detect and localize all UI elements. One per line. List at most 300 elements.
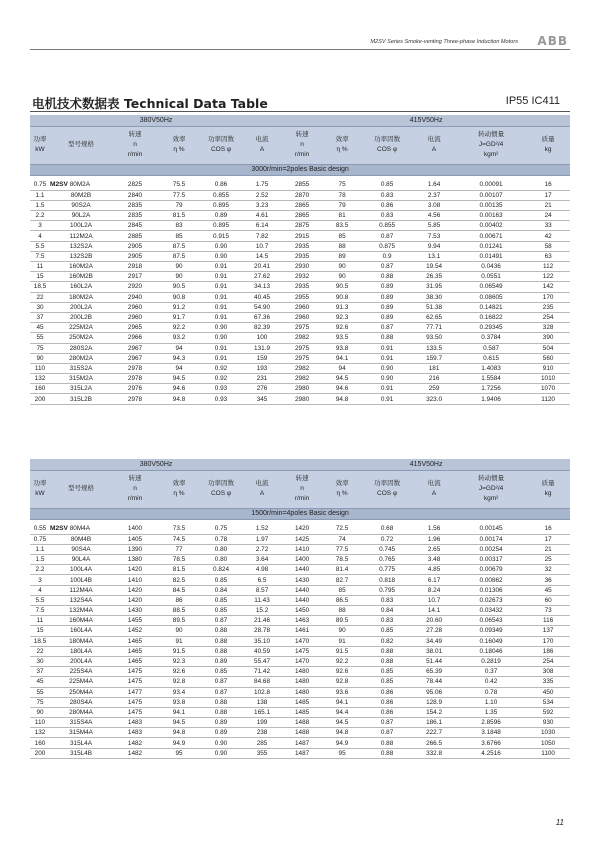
table-row xyxy=(30,748,570,758)
cell-speed-415: 2980 xyxy=(282,384,322,394)
cell-speed-415: 1430 xyxy=(282,575,322,585)
cell-current-415: 4.56 xyxy=(412,211,456,221)
cell-frame xyxy=(50,565,112,575)
cell-speed-380: 2840 xyxy=(112,190,158,200)
cell-eff-415: 72.5 xyxy=(322,524,362,534)
table-row xyxy=(30,544,570,554)
cell-inertia: 0.00174 xyxy=(456,534,526,544)
cell-speed-415: 2982 xyxy=(282,363,322,373)
cell-current-380: 3.23 xyxy=(242,200,282,210)
cell-speed-415: 1461 xyxy=(282,626,322,636)
cell-power: 55 xyxy=(30,687,50,697)
cell-eff-380: 94 xyxy=(158,363,200,373)
cell-eff-380: 90 xyxy=(158,262,200,272)
cell-current-415: 1.56 xyxy=(412,524,456,534)
cell-power: 75 xyxy=(30,697,50,707)
cell-frame-value: 200L2A xyxy=(69,303,93,311)
protection-ratings: IP55 IC411 xyxy=(505,95,560,107)
cell-speed-415: 2875 xyxy=(282,221,322,231)
cell-pf-380: 0.88 xyxy=(200,646,242,656)
col-speed-415-label: 转速 xyxy=(295,131,309,138)
cell-pf-415: 0.875 xyxy=(362,241,412,251)
cell-frame-value: 100L4A xyxy=(69,566,93,574)
cell-speed-380: 1465 xyxy=(112,646,158,656)
cell-pf-415: 0.775 xyxy=(362,565,412,575)
col-eff-380-unit: η % xyxy=(173,490,185,497)
cell-speed-415: 1425 xyxy=(282,534,322,544)
col-frame-label: 型号规格 xyxy=(68,141,94,148)
cell-current-415: 3.08 xyxy=(412,200,456,210)
cell-current-380: 2.72 xyxy=(242,544,282,554)
cell-frame xyxy=(50,585,112,595)
cell-pf-415: 0.89 xyxy=(362,302,412,312)
cell-frame xyxy=(50,282,112,292)
cell-frame-value: 132S2A xyxy=(69,242,93,250)
series-prefix: M2SV xyxy=(50,181,68,189)
voltage-415: 415V50Hz xyxy=(282,115,570,126)
col-frame xyxy=(50,470,112,508)
cell-power: 11 xyxy=(30,262,50,272)
cell-current-380: 231 xyxy=(242,374,282,384)
cell-pf-380: 0.89 xyxy=(200,718,242,728)
cell-current-380: 131.9 xyxy=(242,343,282,353)
cell-frame xyxy=(50,221,112,231)
cell-current-380: 3.64 xyxy=(242,555,282,565)
cell-eff-415: 89.5 xyxy=(322,616,362,626)
cell-eff-380: 77 xyxy=(158,544,200,554)
cell-power: 0.75 xyxy=(30,534,50,544)
cell-inertia: 0.0551 xyxy=(456,272,526,282)
cell-pf-380: 0.78 xyxy=(200,534,242,544)
cell-speed-380: 1475 xyxy=(112,697,158,707)
cell-inertia: 1.9406 xyxy=(456,394,526,404)
table-row xyxy=(30,302,570,312)
table-row xyxy=(30,718,570,728)
cell-eff-415: 92.6 xyxy=(322,667,362,677)
cell-pf-380: 0.855 xyxy=(200,190,242,200)
cell-inertia: 0.00107 xyxy=(456,190,526,200)
cell-speed-380: 1405 xyxy=(112,534,158,544)
cell-frame xyxy=(50,748,112,758)
cell-eff-380: 88.5 xyxy=(158,606,200,616)
cell-inertia: 0.78 xyxy=(456,687,526,697)
series-prefix: M2SV xyxy=(50,525,68,533)
cell-frame xyxy=(50,251,112,261)
cell-weight: 16 xyxy=(526,524,570,534)
cell-current-380: 67.36 xyxy=(242,312,282,322)
cell-weight: 58 xyxy=(526,241,570,251)
cell-inertia: 0.09349 xyxy=(456,626,526,636)
cell-power: 110 xyxy=(30,363,50,373)
cell-pf-380: 0.90 xyxy=(200,241,242,251)
cell-power: 15 xyxy=(30,272,50,282)
cell-frame xyxy=(50,728,112,738)
cell-pf-380: 0.91 xyxy=(200,292,242,302)
table-row xyxy=(30,697,570,707)
cell-pf-380: 0.85 xyxy=(200,667,242,677)
cell-speed-415: 1463 xyxy=(282,616,322,626)
cell-current-415: 6.17 xyxy=(412,575,456,585)
cell-frame xyxy=(50,394,112,404)
cell-frame xyxy=(50,606,112,616)
cell-speed-415: 2955 xyxy=(282,292,322,302)
cell-speed-380: 2920 xyxy=(112,282,158,292)
cell-frame-value: 315M4A xyxy=(69,729,93,737)
cell-speed-380: 1482 xyxy=(112,738,158,748)
cell-frame xyxy=(50,200,112,210)
cell-weight: 42 xyxy=(526,231,570,241)
cell-eff-380: 87.5 xyxy=(158,241,200,251)
cell-pf-380: 0.92 xyxy=(200,374,242,384)
cell-current-415: 26.35 xyxy=(412,272,456,282)
cell-frame-value: 90S2A xyxy=(71,201,91,209)
table-row xyxy=(30,595,570,605)
cell-weight: 142 xyxy=(526,282,570,292)
table-row xyxy=(30,656,570,666)
cell-speed-415: 2935 xyxy=(282,282,322,292)
cell-eff-415: 81 xyxy=(322,211,362,221)
cell-inertia: 0.16049 xyxy=(456,636,526,646)
cell-frame xyxy=(50,667,112,677)
page-heading: 电机技术数据表 Technical Data Table xyxy=(32,96,268,111)
cell-pf-415: 0.68 xyxy=(362,524,412,534)
cell-frame xyxy=(50,544,112,554)
cell-current-415: 9.94 xyxy=(412,241,456,251)
table-row xyxy=(30,534,570,544)
cell-frame-value: 160M2B xyxy=(69,273,93,281)
col-power-label: 功率 xyxy=(33,480,47,487)
cell-current-380: 345 xyxy=(242,394,282,404)
cell-eff-415: 78 xyxy=(322,190,362,200)
cell-speed-380: 1410 xyxy=(112,575,158,585)
cell-eff-380: 94.8 xyxy=(158,728,200,738)
cell-pf-415: 0.86 xyxy=(362,687,412,697)
table-row xyxy=(30,687,570,697)
table-row xyxy=(30,211,570,221)
cell-frame xyxy=(50,211,112,221)
cell-eff-415: 82.7 xyxy=(322,575,362,585)
cell-pf-415: 0.85 xyxy=(362,677,412,687)
cell-frame xyxy=(50,595,112,605)
cell-pf-415: 0.87 xyxy=(362,262,412,272)
cell-power: 2.2 xyxy=(30,565,50,575)
cell-weight: 1070 xyxy=(526,384,570,394)
cell-inertia: 2.8596 xyxy=(456,718,526,728)
cell-current-380: 6.5 xyxy=(242,575,282,585)
cell-current-380: 238 xyxy=(242,728,282,738)
cell-inertia: 0.37 xyxy=(456,667,526,677)
cell-inertia: 1.10 xyxy=(456,697,526,707)
col-inertia-label: 转动惯量 xyxy=(478,131,505,138)
cell-power: 4 xyxy=(30,231,50,241)
cell-pf-415: 0.87 xyxy=(362,718,412,728)
cell-current-415: 1.96 xyxy=(412,534,456,544)
cell-weight: 33 xyxy=(526,221,570,231)
cell-eff-380: 94.8 xyxy=(158,394,200,404)
cell-eff-415: 94.9 xyxy=(322,738,362,748)
cell-frame xyxy=(50,677,112,687)
col-power xyxy=(30,470,50,508)
cell-inertia: 0.00671 xyxy=(456,231,526,241)
col-frame xyxy=(50,126,112,164)
cell-eff-415: 94.5 xyxy=(322,718,362,728)
cell-pf-380: 0.87 xyxy=(200,616,242,626)
col-current-380-label: 电流 xyxy=(255,480,269,487)
cell-current-380: 54.90 xyxy=(242,302,282,312)
table-row xyxy=(30,626,570,636)
cell-speed-415: 1470 xyxy=(282,636,322,646)
cell-pf-415: 0.90 xyxy=(362,374,412,384)
col-eff-380 xyxy=(158,126,200,164)
cell-current-380: 20.41 xyxy=(242,262,282,272)
col-inertia-unit: kgm² xyxy=(483,495,499,502)
cell-current-415: 1.64 xyxy=(412,180,456,190)
col-power-label: 功率 xyxy=(33,136,47,143)
cell-weight: 21 xyxy=(526,200,570,210)
cell-eff-415: 88 xyxy=(322,606,362,616)
cell-weight: 21 xyxy=(526,544,570,554)
cell-current-415: 95.06 xyxy=(412,687,456,697)
cell-frame xyxy=(50,636,112,646)
cell-pf-415: 0.9 xyxy=(362,251,412,261)
cell-speed-380: 2978 xyxy=(112,374,158,384)
col-power-unit: kW xyxy=(35,146,45,153)
cell-pf-415: 0.87 xyxy=(362,231,412,241)
cell-power: 1.1 xyxy=(30,544,50,554)
cell-pf-415: 0.83 xyxy=(362,616,412,626)
cell-eff-415: 91 xyxy=(322,636,362,646)
col-inertia-unit: kgm² xyxy=(483,151,499,158)
col-pf-380-label: 功率因数 xyxy=(208,480,234,487)
cell-speed-415: 1485 xyxy=(282,707,322,717)
cell-eff-415: 94.8 xyxy=(322,728,362,738)
cell-eff-415: 94.1 xyxy=(322,353,362,363)
cell-weight: 1120 xyxy=(526,394,570,404)
cell-power: 4 xyxy=(30,585,50,595)
cell-speed-415: 2870 xyxy=(282,190,322,200)
cell-current-380: 2.52 xyxy=(242,190,282,200)
cell-speed-380: 2940 xyxy=(112,292,158,302)
cell-pf-380: 0.90 xyxy=(200,251,242,261)
cell-speed-415: 1488 xyxy=(282,728,322,738)
col-current-415 xyxy=(412,126,456,164)
col-eff-380 xyxy=(158,470,200,508)
voltage-415: 415V50Hz xyxy=(282,459,570,470)
col-current-380 xyxy=(242,470,282,508)
col-current-415 xyxy=(412,470,456,508)
cell-frame xyxy=(50,697,112,707)
col-eff-380-label: 效率 xyxy=(172,480,186,487)
cell-weight: 24 xyxy=(526,211,570,221)
cell-current-415: 2.65 xyxy=(412,544,456,554)
voltage-header-row xyxy=(30,115,570,126)
cell-speed-415: 2865 xyxy=(282,200,322,210)
cell-weight: 25 xyxy=(526,555,570,565)
cell-frame-value: 160M4A xyxy=(69,617,93,625)
cell-speed-415: 2915 xyxy=(282,231,322,241)
col-pf-415-label: 功率因数 xyxy=(374,136,401,143)
cell-pf-380: 0.87 xyxy=(200,687,242,697)
cell-speed-415: 1487 xyxy=(282,738,322,748)
cell-pf-380: 0.895 xyxy=(200,221,242,231)
cell-power: 30 xyxy=(30,302,50,312)
cell-frame-value: 180M2A xyxy=(69,293,93,301)
cell-eff-380: 94.5 xyxy=(158,374,200,384)
cell-weight: 534 xyxy=(526,697,570,707)
cell-speed-380: 1475 xyxy=(112,677,158,687)
cell-speed-380: 2966 xyxy=(112,333,158,343)
cell-current-415: 77.71 xyxy=(412,323,456,333)
cell-speed-415: 2960 xyxy=(282,312,322,322)
cell-frame xyxy=(50,718,112,728)
cell-weight: 60 xyxy=(526,595,570,605)
cell-frame xyxy=(50,323,112,333)
table-row xyxy=(30,636,570,646)
cell-eff-380: 94.9 xyxy=(158,738,200,748)
cell-eff-380: 94.3 xyxy=(158,353,200,363)
cell-current-415: 10.7 xyxy=(412,595,456,605)
cell-current-380: 159 xyxy=(242,353,282,363)
col-pf-380-unit: COS φ xyxy=(210,490,232,497)
cell-current-380: 4.98 xyxy=(242,565,282,575)
col-current-380 xyxy=(242,126,282,164)
cell-eff-415: 85 xyxy=(322,585,362,595)
cell-eff-415: 94 xyxy=(322,363,362,373)
cell-pf-415: 0.86 xyxy=(362,200,412,210)
cell-speed-415: 2980 xyxy=(282,394,322,404)
cell-speed-380: 2917 xyxy=(112,272,158,282)
cell-current-380: 100 xyxy=(242,333,282,343)
col-speed-380-symbol: n xyxy=(133,141,137,148)
table-row xyxy=(30,363,570,373)
cell-eff-380: 75.5 xyxy=(158,180,200,190)
cell-current-415: 38.01 xyxy=(412,646,456,656)
cell-pf-380: 0.93 xyxy=(200,384,242,394)
cell-frame xyxy=(50,534,112,544)
cell-eff-415: 91.5 xyxy=(322,646,362,656)
cell-pf-380: 0.91 xyxy=(200,312,242,322)
cell-eff-415: 90 xyxy=(322,272,362,282)
col-speed-380-label: 转速 xyxy=(128,475,142,482)
cell-eff-380: 90.8 xyxy=(158,292,200,302)
cell-pf-380: 0.91 xyxy=(200,353,242,363)
col-pf-415 xyxy=(362,126,412,164)
cell-pf-380: 0.85 xyxy=(200,575,242,585)
cell-inertia: 0.00317 xyxy=(456,555,526,565)
cell-inertia: 0.615 xyxy=(456,353,526,363)
cell-speed-380: 2835 xyxy=(112,200,158,210)
cell-inertia: 0.0436 xyxy=(456,262,526,272)
cell-weight: 186 xyxy=(526,646,570,656)
cell-eff-380: 85 xyxy=(158,231,200,241)
cell-frame-value: 160L4A xyxy=(69,627,93,635)
cell-frame xyxy=(50,656,112,666)
cell-pf-415: 0.88 xyxy=(362,656,412,666)
cell-current-380: 285 xyxy=(242,738,282,748)
cell-speed-415: 1440 xyxy=(282,565,322,575)
cell-eff-415: 94.5 xyxy=(322,374,362,384)
cell-eff-415: 89 xyxy=(322,251,362,261)
cell-speed-415: 1480 xyxy=(282,687,322,697)
table-row xyxy=(30,190,570,200)
cell-pf-380: 0.824 xyxy=(200,565,242,575)
cell-eff-415: 92.8 xyxy=(322,677,362,687)
cell-inertia: 0.01306 xyxy=(456,585,526,595)
cell-eff-415: 74 xyxy=(322,534,362,544)
cell-weight: 328 xyxy=(526,323,570,333)
cell-inertia: 0.00402 xyxy=(456,221,526,231)
cell-pf-415: 0.88 xyxy=(362,748,412,758)
cell-weight: 910 xyxy=(526,363,570,373)
col-inertia xyxy=(456,126,526,164)
col-eff-415-label: 效率 xyxy=(335,136,349,143)
cell-power: 2.2 xyxy=(30,211,50,221)
cell-pf-415: 0.85 xyxy=(362,180,412,190)
cell-pf-415: 0.87 xyxy=(362,728,412,738)
cell-current-380: 11.43 xyxy=(242,595,282,605)
cell-current-415: 31.95 xyxy=(412,282,456,292)
col-pf-415-unit: COS φ xyxy=(377,490,398,497)
cell-eff-380: 94.5 xyxy=(158,718,200,728)
table-row xyxy=(30,575,570,585)
col-weight-unit: kg xyxy=(544,146,552,153)
cell-pf-415: 0.89 xyxy=(362,282,412,292)
cell-current-415: 332.8 xyxy=(412,748,456,758)
table-row xyxy=(30,585,570,595)
cell-pf-380: 0.915 xyxy=(200,231,242,241)
col-speed-415 xyxy=(282,470,322,508)
cell-power: 1.5 xyxy=(30,200,50,210)
cell-power: 7.5 xyxy=(30,251,50,261)
cell-inertia: 1.35 xyxy=(456,707,526,717)
cell-eff-380: 86 xyxy=(158,595,200,605)
cell-eff-380: 77.5 xyxy=(158,190,200,200)
cell-current-380: 6.14 xyxy=(242,221,282,231)
cell-speed-380: 2885 xyxy=(112,231,158,241)
cell-inertia: 0.00679 xyxy=(456,565,526,575)
cell-pf-380: 0.89 xyxy=(200,656,242,666)
cell-frame xyxy=(50,262,112,272)
cell-current-380: 138 xyxy=(242,697,282,707)
col-speed-415 xyxy=(282,126,322,164)
cell-eff-380: 92.6 xyxy=(158,667,200,677)
cell-frame xyxy=(50,241,112,251)
cell-current-380: 15.2 xyxy=(242,606,282,616)
cell-eff-380: 90.5 xyxy=(158,282,200,292)
cell-current-380: 165.1 xyxy=(242,707,282,717)
cell-eff-415: 88 xyxy=(322,241,362,251)
cell-pf-380: 0.86 xyxy=(200,180,242,190)
cell-speed-415: 1485 xyxy=(282,697,322,707)
cell-frame-value: 132M4A xyxy=(69,607,93,615)
column-header-row xyxy=(30,126,570,164)
cell-current-380: 34.13 xyxy=(242,282,282,292)
cell-frame-value: 315M2A xyxy=(69,375,93,383)
table-row xyxy=(30,384,570,394)
cell-pf-380: 0.88 xyxy=(200,697,242,707)
table-row xyxy=(30,251,570,261)
cell-eff-415: 90.8 xyxy=(322,292,362,302)
cell-frame xyxy=(50,180,112,190)
cell-pf-380: 0.87 xyxy=(200,677,242,687)
table-row xyxy=(30,180,570,190)
cell-eff-380: 92.3 xyxy=(158,656,200,666)
cell-eff-415: 92.3 xyxy=(322,312,362,322)
cell-speed-380: 1420 xyxy=(112,565,158,575)
cell-eff-415: 92.6 xyxy=(322,323,362,333)
cell-frame-value: 132S4A xyxy=(69,596,93,604)
cell-speed-380: 1475 xyxy=(112,707,158,717)
